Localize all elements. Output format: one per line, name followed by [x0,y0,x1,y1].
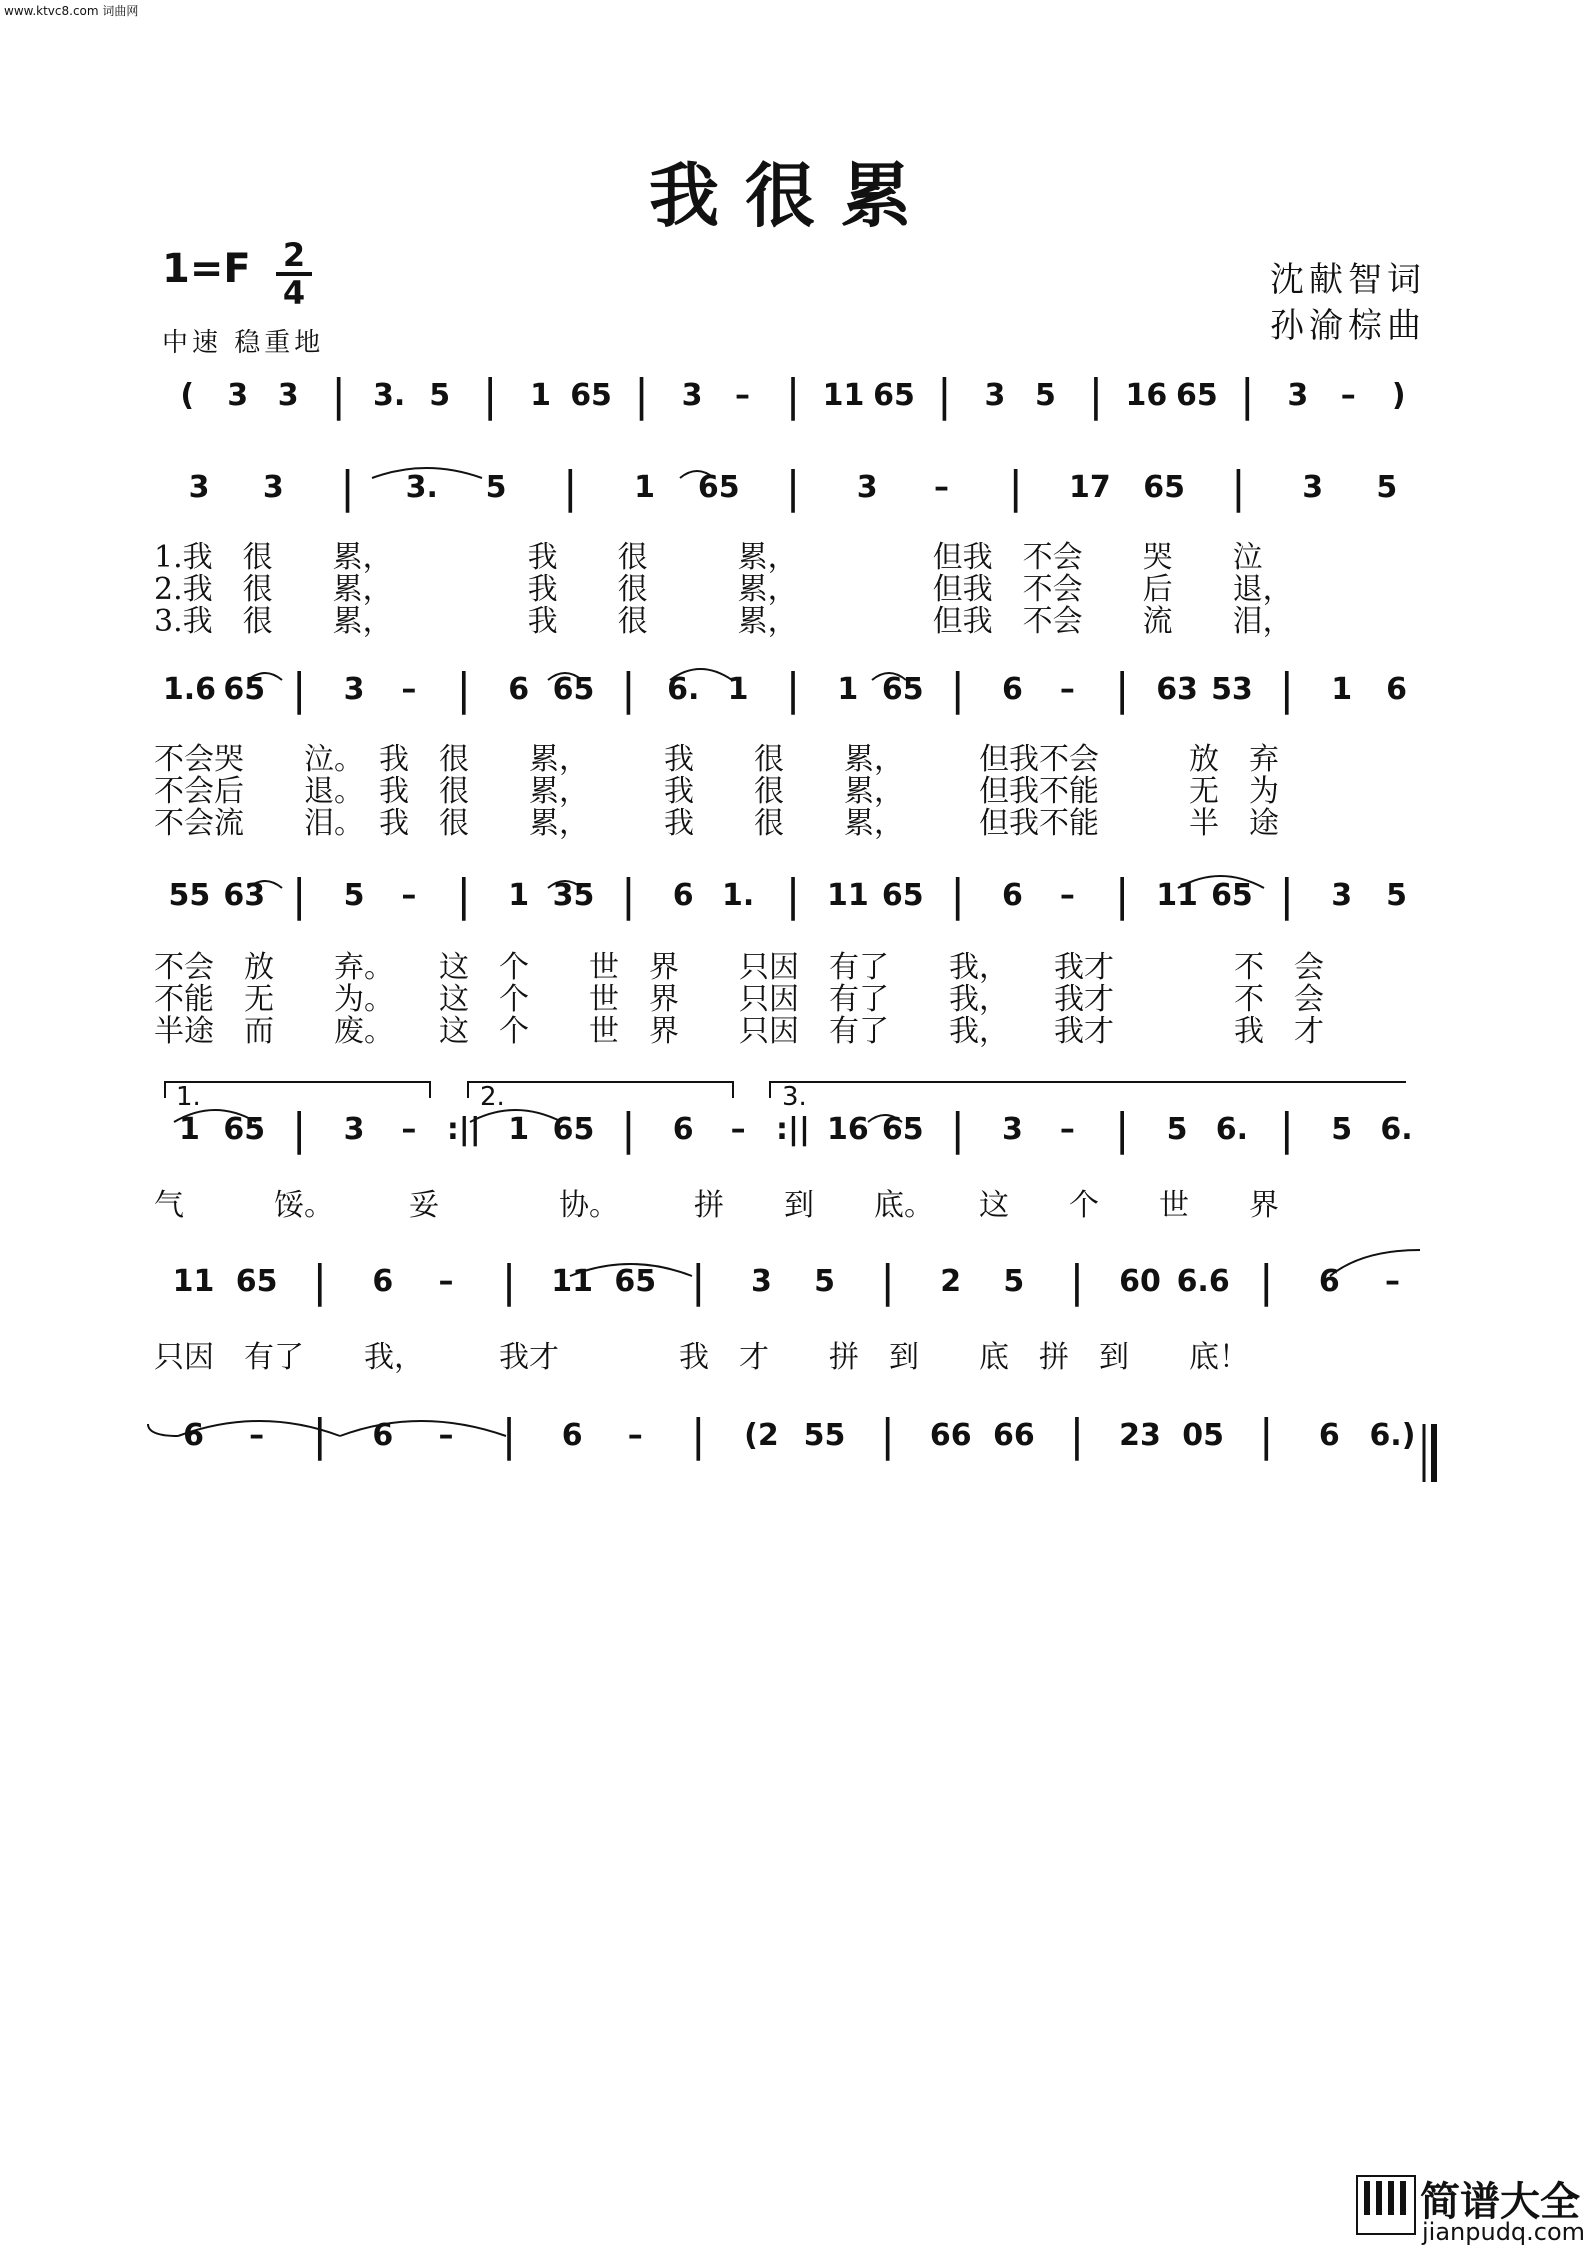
note: – [249,1418,265,1453]
note: 5 [1386,878,1407,913]
note: 65 [1175,378,1218,413]
slur [670,669,732,680]
logo-name: 简谱大全 [1420,2179,1580,2225]
note: – [401,878,417,913]
barline: | [785,870,801,921]
note: 6 [1386,672,1407,707]
lyricist: 沈献智词 [1270,260,1426,300]
note: 2 [940,1264,962,1299]
note: 1 [837,672,859,707]
note: 65 [552,672,595,707]
lyric-line: 只因 有了 我， 我才 我 才 拼 到 底 拼 到 底！ [154,1340,1249,1375]
note: 3 [681,378,703,413]
note: 6 [372,1418,394,1453]
barline: | [562,462,578,513]
barline: | [1258,1256,1274,1307]
note: 5 [1003,1264,1025,1299]
barline: | [456,870,472,921]
note: 6.) [1369,1418,1416,1453]
note: 3 [1302,470,1324,505]
note: 1 [508,878,530,913]
barline: | [634,370,649,421]
barline: | [785,370,801,421]
note: 6 [183,1418,204,1453]
slur [340,1421,506,1436]
barline: | [937,370,952,421]
note: 3 [856,470,878,505]
lyric-line: 不会 放 弃。 这 个 世 界 只因 有了 我， 我才 不 会 [154,950,1324,985]
note: 5 [814,1264,835,1299]
note: – [1340,378,1356,413]
barline: | [291,664,307,715]
note: 6.6 [1176,1264,1230,1299]
note: 16 [1125,378,1168,413]
slur [372,468,482,478]
note: 5 [343,878,365,913]
note: – [438,1264,454,1299]
note: – [1059,878,1075,913]
lyric-line: 不会流 泪。 我 很 累， 我 很 累， 但我不能 半 途 [154,806,1279,841]
slur [548,673,582,680]
slur [872,673,906,680]
note: 65 [223,1112,266,1147]
note: 1.6 [162,672,216,707]
note: – [730,1112,746,1147]
barline: | [1114,870,1130,921]
note: 11 [551,1264,594,1299]
note: 3 [227,378,249,413]
note: 3 [751,1264,772,1299]
note: 17 [1069,470,1111,505]
note: 66 [992,1418,1035,1453]
note: 65 [223,672,266,707]
barline: | [291,1104,307,1155]
slur [548,881,582,888]
note: 6. [667,672,700,707]
barline: :|| [446,1112,481,1147]
note: 55 [168,878,211,913]
lyric-line: 半途 而 废。 这 个 世 界 只因 有了 我， 我才 我 才 [154,1014,1324,1049]
note: – [401,1112,417,1147]
note: 1 [634,470,655,505]
note: 5 [485,470,507,505]
barline: | [331,370,347,421]
note: 5 [1331,1112,1353,1147]
note: 6 [672,1112,694,1147]
page-title: 我很累 [649,154,937,237]
note: 65 [1143,470,1186,505]
note: 1 [508,1112,530,1147]
note: – [401,672,417,707]
note: 66 [929,1418,972,1453]
note: 6 [1002,878,1023,913]
note: 65 [552,1112,595,1147]
note: 3 [277,378,299,413]
slur [1178,876,1264,888]
note: 65 [873,378,915,413]
watermark: www.ktvc8.com 词曲网 [4,4,139,18]
note: 35 [552,878,595,913]
barline: | [1114,1104,1130,1155]
note: 6 [1318,1264,1340,1299]
barline: | [950,1104,966,1155]
note: (2 [744,1418,779,1453]
note: 3 [262,470,284,505]
lyric-line: 3.我 很 累， 我 很 累， 但我 不会 流 泪， [154,604,1293,639]
volta-1-bracket [165,1082,430,1098]
barline: | [880,1410,896,1461]
note: 60 [1119,1264,1161,1299]
lyric-line: 2.我 很 累， 我 很 累， 但我 不会 后 退， [154,572,1293,607]
barline: | [1279,664,1295,715]
piano-logo-icon [1356,2175,1416,2235]
note: – [438,1418,454,1453]
note: – [933,470,949,505]
note: 65 [1211,878,1253,913]
note: 65 [881,672,924,707]
barline: | [1114,664,1130,715]
note: – [1384,1264,1400,1299]
barline: | [501,1410,517,1461]
note: 11 [172,1264,215,1299]
note: 11 [826,878,869,913]
note: 11 [822,378,865,413]
note: 65 [881,878,924,913]
note: 23 [1119,1418,1161,1453]
barline: | [950,664,966,715]
note: 6 [508,672,530,707]
note: 6 [372,1264,394,1299]
note: 6. [1215,1112,1249,1147]
note: 6 [561,1418,583,1453]
note: 1 [178,1112,200,1147]
note: 3. [373,378,406,413]
lyric-line: 气 馁。 妥 协。 拼 到 底。 这 个 世 界 [154,1188,1279,1223]
slur [868,1115,902,1122]
note: 1 [727,672,749,707]
barline: | [340,462,355,513]
barline: | [1069,1410,1085,1461]
barline: | [501,1256,517,1307]
note: 1 [1331,672,1353,707]
note: 65 [697,470,740,505]
barline: | [1258,1410,1274,1461]
meter-top: 2 [282,236,306,274]
barline: :|| [776,1112,810,1147]
barline: | [1088,370,1104,421]
logo-url: jianpudq.com [1422,2218,1586,2246]
note: 6. [1380,1112,1413,1147]
note: – [1059,672,1075,707]
note: 63 [1156,672,1198,707]
slur [248,881,282,888]
slur [248,673,282,680]
barline: | [620,664,636,715]
note: 3 [343,672,365,707]
slur [1330,1250,1420,1276]
note: – [1059,1112,1075,1147]
barline: | [1230,462,1246,513]
note: 65 [881,1112,924,1147]
note: ) [1391,378,1406,413]
note: 3 [1287,378,1309,413]
note: 3 [1331,878,1353,913]
note: 63 [223,878,266,913]
lyric-line: 不会哭 泣。 我 很 累， 我 很 累， 但我不会 放 弃 [154,742,1279,777]
slur [570,1264,692,1276]
note: 65 [235,1264,278,1299]
note: 53 [1211,672,1253,707]
volta-2-bracket [468,1082,733,1098]
volta-1-label: 1. [176,1082,201,1112]
lyric-line: 不能 无 为。 这 个 世 界 只因 有了 我， 我才 不 会 [154,982,1324,1017]
barline: | [1069,1256,1085,1307]
note: 5 [1034,378,1056,413]
note: 3. [405,470,438,505]
note: 1 [530,378,552,413]
volta-3-bracket [770,1082,1406,1098]
barline: | [312,1256,328,1307]
volta-3-label: 3. [782,1082,807,1112]
note: 6 [1318,1418,1340,1453]
barline: | [312,1410,328,1461]
meter-bottom: 4 [282,274,306,312]
slur [178,1421,340,1436]
barline: | [1008,462,1024,513]
note: ( [180,378,195,413]
barline: | [950,870,966,921]
barline: | [1279,870,1295,921]
note: 5 [1166,1112,1188,1147]
barline: | [482,370,498,421]
note: – [627,1418,643,1453]
note: 5 [429,378,451,413]
barline: | [1239,370,1255,421]
note: 1. [721,878,755,913]
note: 05 [1182,1418,1225,1453]
note: 6 [672,878,694,913]
note: 3 [343,1112,365,1147]
lyric-line: 1.我 很 累， 我 很 累， 但我 不会 哭 泣 [154,540,1263,575]
barline: | [785,664,801,715]
note: 3 [984,378,1006,413]
note: 3 [188,470,210,505]
note: 65 [570,378,612,413]
note: 55 [803,1418,846,1453]
tempo-marking: 中速 稳重地 [162,328,325,358]
barline: | [1279,1104,1295,1155]
note: 65 [614,1264,657,1299]
composer: 孙渝棕曲 [1270,306,1426,346]
note: 11 [1156,878,1198,913]
lyric-line: 不会后 退。 我 很 累， 我 很 累， 但我不能 无 为 [154,774,1279,809]
barline: | [620,1104,636,1155]
slur [148,1424,178,1436]
key-signature: 1=F [162,246,251,292]
note: 16 [826,1112,869,1147]
barline: | [690,1410,706,1461]
volta-2-label: 2. [480,1082,505,1112]
barline: | [291,870,307,921]
barline: | [785,462,801,513]
note: 3 [1002,1112,1023,1147]
slur [680,471,714,478]
barline: | [880,1256,896,1307]
note: – [735,378,750,413]
barline: | [690,1256,706,1307]
barline: | [456,664,472,715]
note: 6 [1002,672,1023,707]
barline: | [620,870,636,921]
note: 5 [1376,470,1398,505]
